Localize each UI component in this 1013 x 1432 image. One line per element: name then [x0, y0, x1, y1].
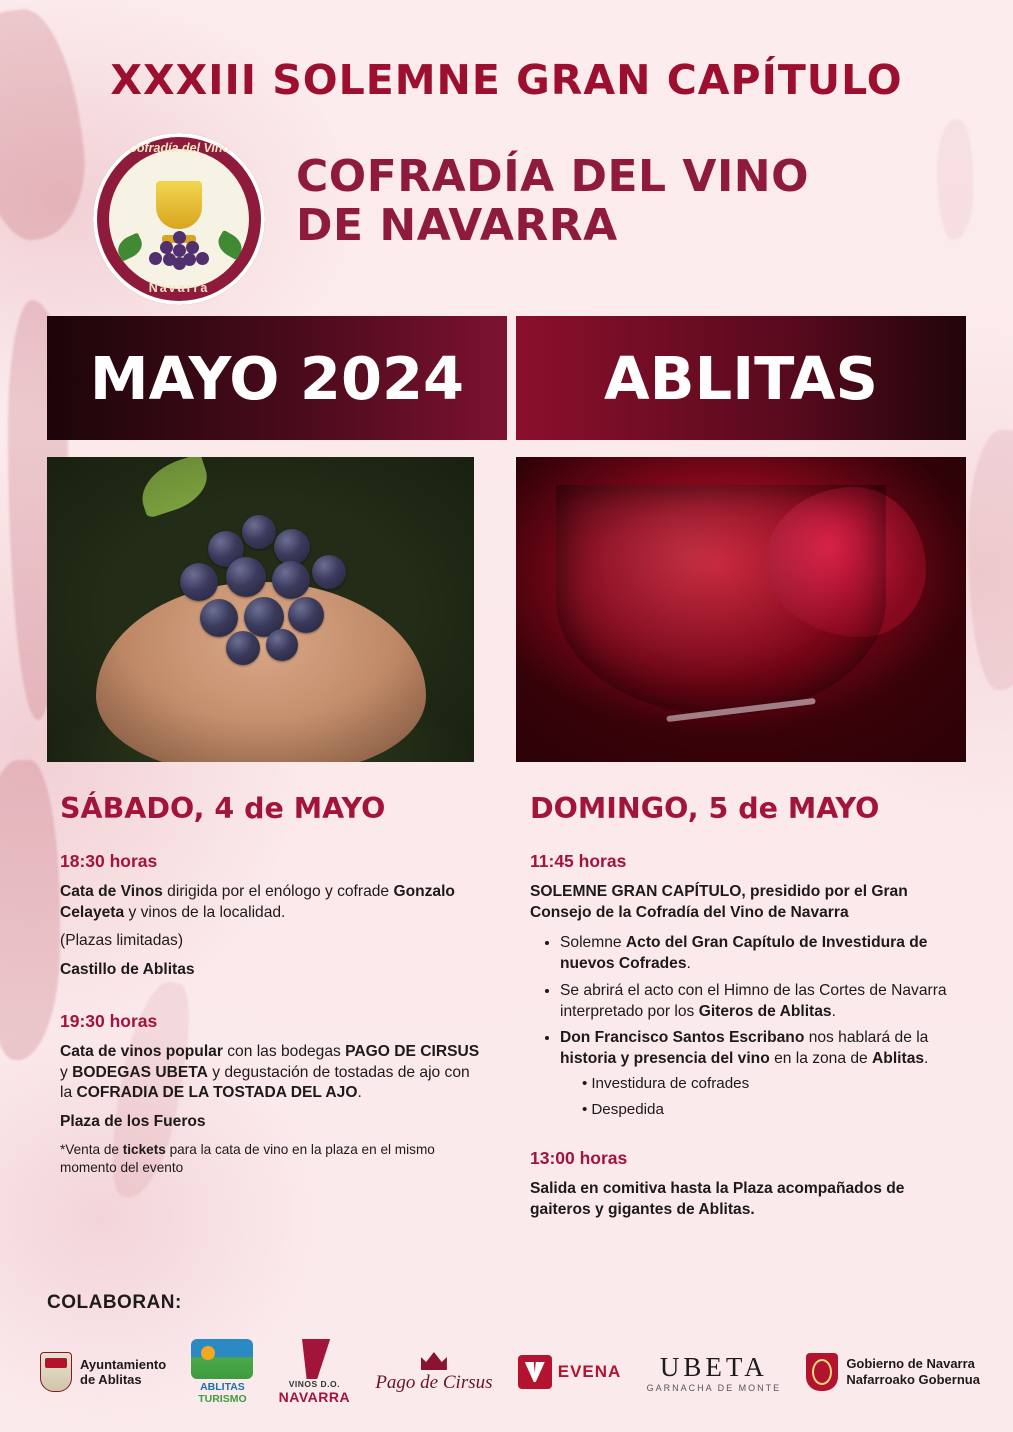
shield-icon	[806, 1353, 838, 1391]
saturday-note-c: para la cata de vino en la plaza en el mismo momento del evento	[60, 1141, 435, 1175]
wine-photo	[516, 457, 966, 762]
date-banner: MAYO 2024	[47, 316, 507, 440]
saturday-block1-text	[60, 882, 480, 923]
chalice-icon	[156, 181, 202, 229]
grapes-photo	[47, 457, 474, 762]
sun-sea-icon	[191, 1339, 253, 1379]
saturday-b2-c: PAGO DE CIRSUS	[345, 1042, 480, 1060]
logo-vinos-do-navarra	[279, 1339, 350, 1405]
photo-vignette	[516, 457, 966, 762]
sunday-block1-lead	[530, 882, 960, 923]
gobierno-line1: Gobierno de Navarra	[846, 1356, 975, 1372]
saturday-b2-d: y	[60, 1063, 73, 1081]
bullet3-d: historia y presencia del vino	[560, 1050, 770, 1068]
organization-line-1: COFRADÍA DEL VINO	[296, 151, 810, 202]
bullet3-e: en la zona de	[769, 1050, 873, 1068]
vinos-do-line1: VINOS D.O.	[288, 1379, 341, 1389]
gobierno-text	[846, 1356, 980, 1387]
pago-de-cirsus-name: Pago de Cirsus	[375, 1372, 493, 1393]
saturday-b2-e: BODEGAS UBETA	[72, 1063, 208, 1081]
decorative-splash	[0, 3, 95, 246]
decorative-splash	[937, 120, 973, 240]
navarra-mark-icon	[290, 1339, 338, 1379]
sunday-lead-a: SOLEMNE GRAN CAPÍTULO	[530, 883, 742, 900]
ablitas-turismo-line2: TURISMO	[198, 1393, 247, 1405]
list-item	[560, 933, 960, 974]
sunday-column	[530, 792, 960, 1229]
collaborators-logos	[40, 1336, 980, 1408]
sunday-bullet-list	[530, 933, 960, 1120]
saturday-b2-f: y degustación de tostadas de ajo con la	[60, 1063, 470, 1102]
sunday-b2-c: hasta la Plaza	[666, 1180, 778, 1198]
shield-icon	[40, 1352, 72, 1392]
list-item: • Investidura de cofrades	[582, 1074, 960, 1094]
logo-pago-de-cirsus	[375, 1350, 492, 1394]
cofradia-logo	[93, 133, 265, 305]
saturday-b1-d: y vinos de la localidad.	[124, 903, 286, 921]
gobierno-line2: Nafarroako Gobernua	[846, 1372, 980, 1387]
place-banner: ABLITAS	[516, 316, 966, 440]
saturday-b1-c: Gonzalo Celayeta	[60, 883, 455, 921]
saturday-block1-hour: 18:30 horas	[60, 851, 158, 871]
ayuntamiento-line1: Ayuntamiento	[80, 1356, 167, 1372]
saturday-block1-limited: (Plazas limitadas)	[60, 932, 184, 950]
saturday-day-title: SÁBADO, 4 de MAYO	[60, 792, 386, 825]
sunday-block2-hour: 13:00 horas	[530, 1148, 628, 1169]
sunday-b2-e: .	[750, 1201, 755, 1219]
evena-name: EVENA	[557, 1362, 622, 1381]
bullet3-b: Don Francisco Santos Escribano	[560, 1029, 805, 1047]
logo-bottom-text: Navarra	[148, 281, 210, 295]
saturday-b2-b: con las bodegas	[222, 1042, 346, 1060]
ayuntamiento-line2: de Ablitas	[80, 1372, 142, 1387]
logo-gobierno-de-navarra	[806, 1353, 980, 1391]
sunday-day-title: DOMINGO, 5 de MAYO	[530, 792, 880, 825]
saturday-block1-venue: Castillo de Ablitas	[60, 961, 195, 979]
bullet3-f: Ablitas	[872, 1050, 925, 1068]
organization-title	[296, 152, 809, 251]
page-title: XXXIII SOLEMNE GRAN CAPÍTULO	[110, 56, 903, 104]
saturday-b1-a: Cata de Vinos	[60, 883, 163, 900]
saturday-b2-a: Cata de vinos popular	[60, 1042, 223, 1060]
ubeta-sub: GARNACHA DE MONTE	[646, 1382, 782, 1393]
bullet3-c: nos hablará de la	[804, 1029, 929, 1047]
list-item: • Despedida	[582, 1100, 960, 1120]
bullet1-a: Solemne	[560, 934, 626, 952]
logo-ablitas-turismo	[191, 1339, 253, 1405]
ubeta-name: UBETA	[659, 1351, 768, 1382]
bullet1-c: .	[686, 955, 691, 973]
bullet2-a: Se abrirá el acto con el Himno de las Cortes de Navarra interpretado por los	[560, 981, 947, 1020]
crown-icon	[421, 1350, 447, 1370]
logo-top-text: Cofradía del Vino	[127, 140, 231, 156]
sunday-b2-a: Salida en	[530, 1180, 603, 1198]
sunday-sub-list	[560, 1074, 960, 1120]
saturday-b2-g: COFRADIA DE LA TOSTADA DEL AJO	[76, 1084, 358, 1102]
list-item	[560, 1028, 960, 1120]
evena-mark-icon	[518, 1355, 552, 1389]
spacer	[60, 989, 480, 1011]
sunday-b2-d: acompañados de gaiteros y gigantes de Ablitas	[530, 1180, 905, 1219]
saturday-block2-hour: 19:30 horas	[60, 1010, 158, 1031]
saturday-block2-text	[60, 1042, 480, 1104]
grapes-icon	[143, 231, 215, 271]
bullet2-c: .	[831, 1002, 836, 1020]
saturday-column	[60, 792, 480, 1184]
spacer	[530, 1126, 960, 1148]
logo-ayuntamiento-de-ablitas	[40, 1352, 166, 1392]
collaborators-title: COLABORAN:	[47, 1292, 182, 1313]
logo-ubeta	[647, 1352, 782, 1393]
saturday-block2-note	[60, 1141, 480, 1176]
saturday-note-a: *Venta de	[60, 1141, 123, 1157]
sunday-lead-b: , presidido por el Gran Consejo de la Cofradía del Vino de Navarra	[530, 883, 908, 921]
decorative-splash	[968, 430, 1013, 690]
vinos-do-line2: NAVARRA	[278, 1389, 351, 1405]
organization-line-2: DE NAVARRA	[296, 200, 618, 252]
saturday-block2-venue: Plaza de los Fueros	[60, 1113, 206, 1131]
bullet1-b: Acto del Gran Capítulo de Investidura de nuevos Cofrades	[560, 934, 928, 973]
sunday-b2-b: comitiva	[602, 1180, 667, 1198]
ayuntamiento-text	[80, 1357, 166, 1388]
saturday-note-b: tickets	[122, 1141, 166, 1157]
bullet2-b: Giteros de Ablitas	[698, 1002, 832, 1020]
logo-evena	[518, 1355, 622, 1389]
photo-vignette	[47, 457, 474, 762]
sunday-block2-text	[530, 1179, 960, 1220]
saturday-b1-b: dirigida por el enólogo y cofrade	[162, 883, 394, 900]
sunday-block1-hour: 11:45 horas	[530, 851, 627, 871]
saturday-b2-h: .	[357, 1084, 362, 1102]
decorative-splash	[0, 760, 60, 1060]
list-item	[560, 981, 960, 1022]
bullet3-g: .	[924, 1050, 929, 1068]
ablitas-turismo-line1: ABLITAS	[200, 1381, 245, 1393]
